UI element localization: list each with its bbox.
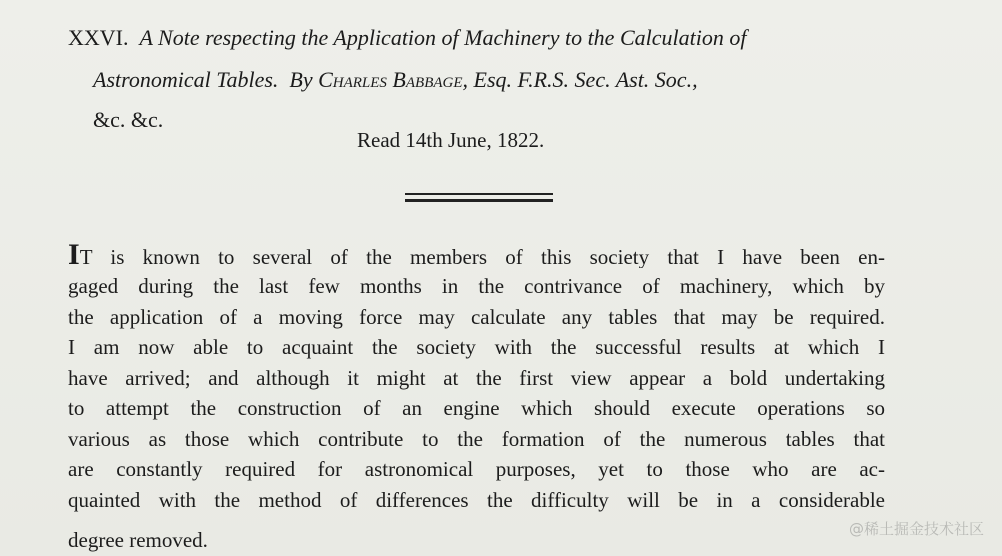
- by-label: By: [289, 67, 313, 92]
- body-line: to attempt the construction of an engine which should execute operations so: [68, 396, 885, 420]
- body-line: gaged during the last few months in the contrivance of machinery, which by: [68, 274, 885, 298]
- author-name: Charles Babbage: [318, 67, 463, 92]
- drop-cap: I: [68, 242, 80, 268]
- heading-line-1: [68, 25, 885, 51]
- body-line: degree removed.: [68, 528, 208, 552]
- double-rule-top: [405, 193, 553, 195]
- article-title-cont: Astronomical Tables.: [93, 67, 279, 92]
- body-line: I am now able to acquaint the society with the successful results at which I: [68, 335, 885, 359]
- body-line: the application of a moving force may calculate any tables that may be required.: [68, 305, 885, 329]
- body-line: various as those which contribute to the formation of the numerous tables that: [68, 427, 885, 451]
- double-rule-bottom: [405, 199, 553, 202]
- body-line: quainted with the method of differences the difficulty will be in a considerable: [68, 488, 885, 512]
- body-line: have arrived; and although it might at the first view appear a bold undertaking: [68, 366, 885, 390]
- article-number: XXVI.: [68, 25, 129, 50]
- watermark: @稀土掘金技术社区: [848, 520, 984, 538]
- heading-line-2: [93, 67, 910, 93]
- read-date: Read 14th June, 1822.: [357, 128, 545, 152]
- body-line: IT is known to several of the members of this society that I have been en-: [68, 242, 885, 268]
- body-line: are constantly required for astronomical purposes, yet to those who are ac-: [68, 457, 885, 481]
- author-credentials: , Esq. F.R.S. Sec. Ast. Soc.,: [462, 67, 698, 92]
- article-title: A Note respecting the Application of Machinery to the Calculation of: [139, 25, 747, 50]
- heading-etc: &c. &c.: [93, 107, 164, 132]
